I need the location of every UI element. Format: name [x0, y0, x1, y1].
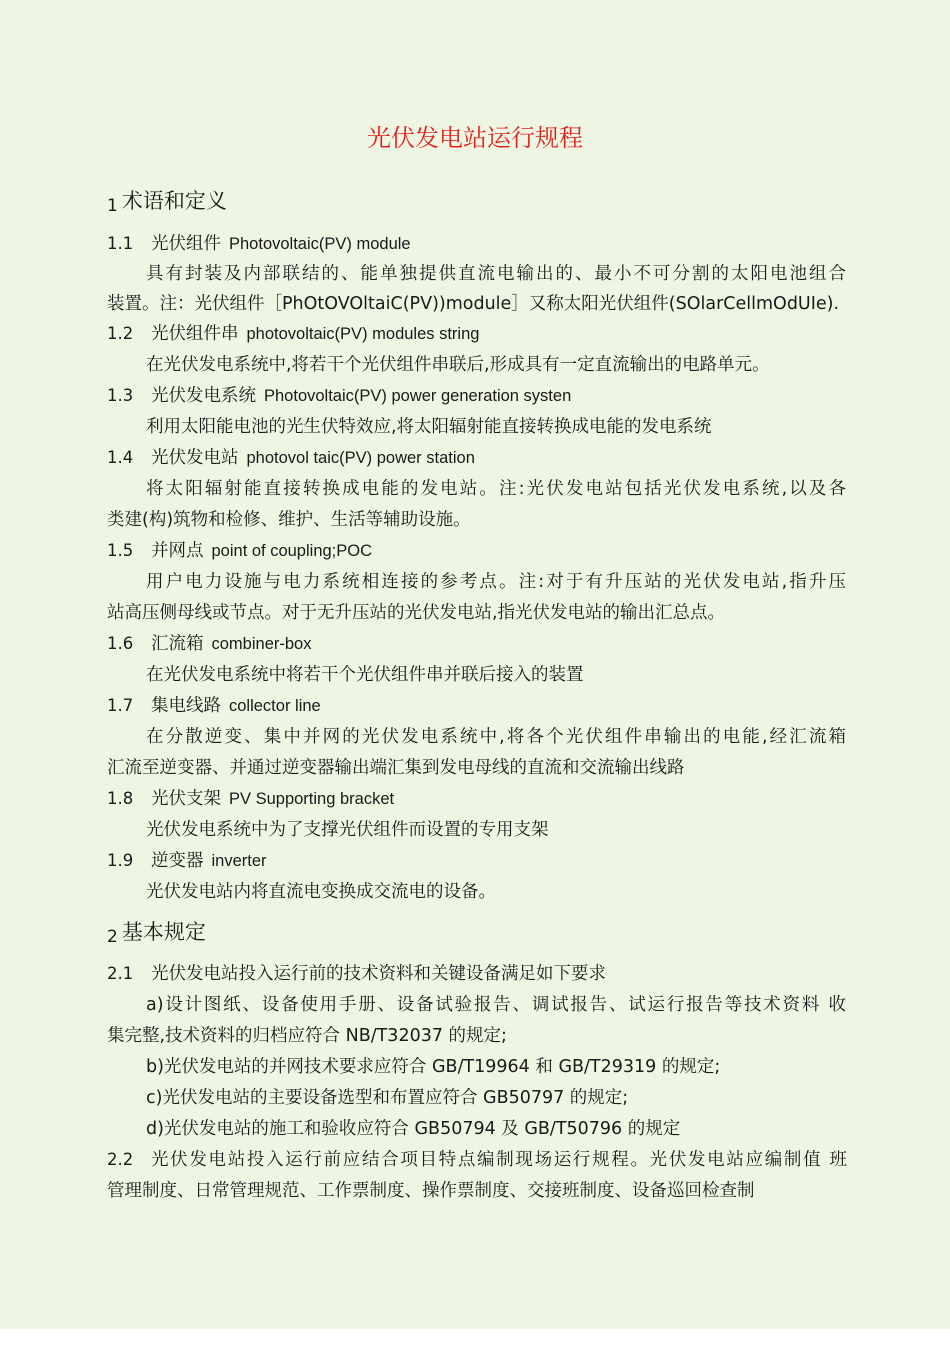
clause-2-1-a-line-2: 集完整,技术资料的归档应符合 NB/T32037 的规定; [107, 1026, 507, 1046]
term-1-2-heading [107, 322, 847, 346]
term-1-3-definition-line-1: 利用太阳能电池的光生伏特效应,将太阳辐射能直接转换成电能的发电系统 [146, 417, 712, 437]
section-1-heading [107, 187, 227, 217]
term-1-8-heading [107, 787, 847, 811]
term-number: 1.9 [107, 851, 134, 870]
term-1-5-heading [107, 539, 847, 563]
term-number: 1.4 [107, 448, 134, 467]
term-cn: 汇流箱 [151, 634, 204, 654]
term-1-1-heading [107, 232, 847, 256]
term-1-1-definition-line-1: 具有封装及内部联结的、能单独提供直流电输出的、最小不可分割的太阳电池组合 [146, 264, 846, 284]
term-1-8-definition-line-1: 光伏发电系统中为了支撑光伏组件而设置的专用支架 [146, 820, 549, 840]
term-1-5-definition-line-2: 站高压侧母线或节点。对于无升压站的光伏发电站,指光伏发电站的输出汇总点。 [107, 603, 726, 623]
term-number: 1.1 [107, 234, 134, 253]
clause-2-2-line-1 [107, 1148, 847, 1172]
term-1-7-heading [107, 694, 847, 718]
term-en: combiner-box [211, 635, 312, 653]
term-1-6-heading [107, 632, 847, 656]
term-1-7-definition-line-2: 汇流至逆变器、并通过逆变器输出端汇集到发电母线的直流和交流输出线路 [107, 758, 685, 778]
term-cn: 光伏支架 [151, 789, 221, 809]
term-1-4-definition-line-1: 将太阳辐射能直接转换成电能的发电站。注:光伏发电站包括光伏发电系统,以及各 [146, 479, 846, 499]
term-en: Photovoltaic(PV) power generation systen [264, 387, 572, 405]
clause-2-2-line-2: 管理制度、日常管理规范、工作票制度、操作票制度、交接班制度、设备巡回检查制 [107, 1181, 755, 1201]
term-cn: 光伏发电站 [151, 448, 239, 468]
clause-number: 2.1 [107, 964, 134, 983]
term-1-4-heading [107, 446, 847, 470]
term-1-9-heading [107, 849, 847, 873]
term-number: 1.3 [107, 386, 134, 405]
term-en: photovoltaic(PV) modules string [246, 325, 480, 343]
term-cn: 并网点 [151, 541, 204, 561]
term-en: inverter [211, 852, 267, 870]
term-1-5-definition-line-1: 用户电力设施与电力系统相连接的参考点。注:对于有升压站的光伏发电站,指升压 [146, 572, 846, 592]
term-number: 1.8 [107, 789, 134, 808]
term-cn: 光伏组件 [151, 234, 221, 254]
term-1-9-definition-line-1: 光伏发电站内将直流电变换成交流电的设备。 [146, 882, 496, 902]
clause-2-1-b: b)光伏发电站的并网技术要求应符合 GB/T19964 和 GB/T29319 的规定; [146, 1057, 721, 1077]
term-en: photovol taic(PV) power station [246, 449, 475, 467]
section-1-title: 术语和定义 [121, 189, 227, 213]
section-2-heading [107, 918, 206, 948]
section-2-number: 2 [107, 927, 118, 947]
term-1-4-definition-line-2: 类建(构)筑物和检修、维护、生活等辅助设施。 [107, 510, 471, 530]
section-2-title: 基本规定 [121, 920, 206, 944]
term-cn: 光伏组件串 [151, 324, 239, 344]
term-number: 1.6 [107, 634, 134, 653]
term-1-2-definition-line-1: 在光伏发电系统中,将若干个光伏组件串联后,形成具有一定直流输出的电路单元。 [146, 355, 770, 375]
clause-text: 光伏发电站投入运行前的技术资料和关键设备满足如下要求 [151, 964, 606, 984]
term-number: 1.5 [107, 541, 134, 560]
clause-2-1-a-line-1: a)设计图纸、设备使用手册、设备试验报告、调试报告、试运行报告等技术资料 收 [146, 995, 846, 1015]
clause-2-1-d: d)光伏发电站的施工和验收应符合 GB50794 及 GB/T50796 的规定 [146, 1119, 681, 1139]
term-cn: 集电线路 [151, 696, 221, 716]
term-1-1-definition-line-2: 装置。注：光伏组件［PhOtOVOltaiC(PV))module］又称太阳光伏组件(SOlarCellmOdUIe). [107, 294, 840, 314]
term-1-3-heading [107, 384, 847, 408]
term-cn: 逆变器 [151, 851, 204, 871]
term-number: 1.2 [107, 324, 134, 343]
clause-number: 2.2 [107, 1150, 134, 1169]
term-cn: 光伏发电系统 [151, 386, 256, 406]
clause-2-1 [107, 962, 847, 986]
term-en: PV Supporting bracket [229, 790, 395, 808]
term-1-7-definition-line-1: 在分散逆变、集中并网的光伏发电系统中,将各个光伏组件串输出的电能,经汇流箱 [146, 727, 846, 747]
term-en: collector line [229, 697, 321, 715]
term-1-6-definition-line-1: 在光伏发电系统中将若干个光伏组件串并联后接入的装置 [146, 665, 584, 685]
document-title: 光伏发电站运行规程 [367, 124, 583, 152]
section-1-number: 1 [107, 196, 118, 216]
term-en: Photovoltaic(PV) module [229, 235, 411, 253]
term-en: point of coupling;POC [211, 542, 373, 560]
clause-2-1-c: c)光伏发电站的主要设备选型和布置应符合 GB50797 的规定; [146, 1088, 629, 1108]
clause-text: 光伏发电站投入运行前应结合项目特点编制现场运行规程。光伏发电站应编制值 班 [151, 1150, 847, 1170]
term-number: 1.7 [107, 696, 134, 715]
